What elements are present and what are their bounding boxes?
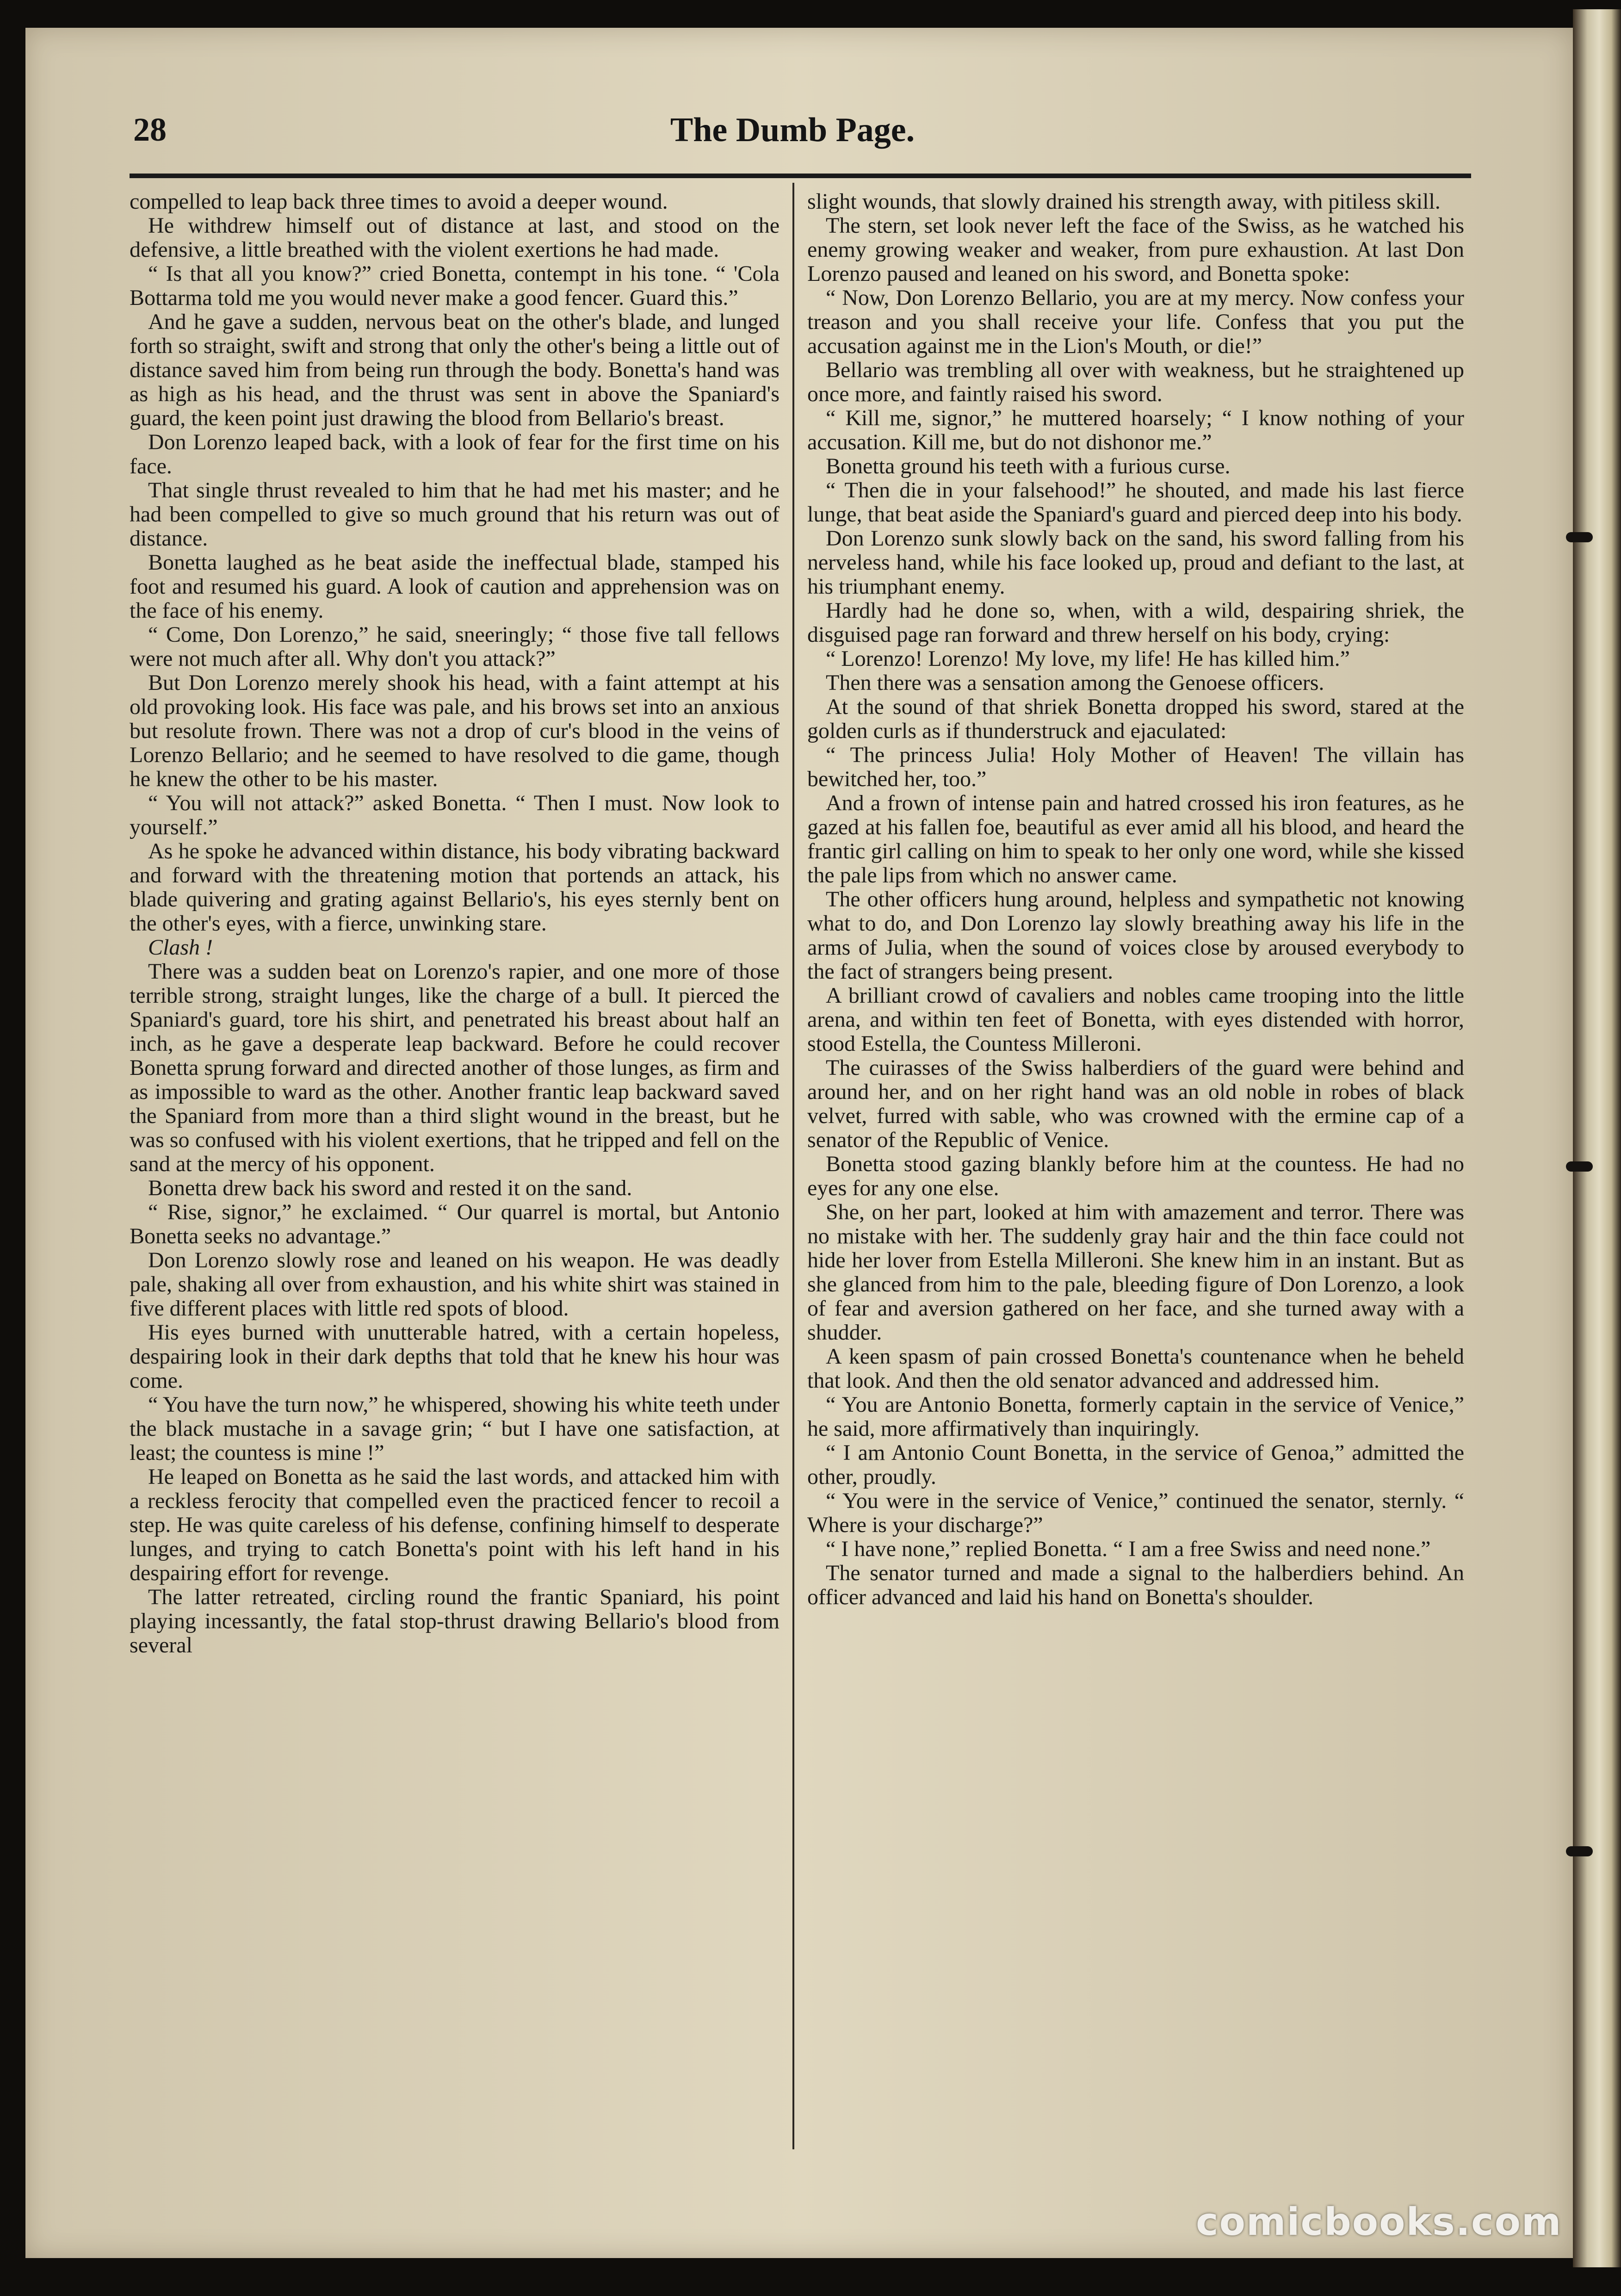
paragraph: Bonetta laughed as he beat aside the ineffectual blade, stamped his foot and resumed his guard. A look of caution and apprehension was on the face of his enemy. — [130, 550, 780, 623]
paragraph: Then there was a sensation among the Genoese officers. — [826, 670, 1324, 695]
paragraph: slight wounds, that slowly drained his strength away, with pitiless skill. — [807, 190, 1441, 214]
paragraph: The cuirasses of the Swiss halberdiers of the guard were behind and around her, and on her right hand was an old noble in robes of black velvet, furred with sable, who was crowned with the ermine cap of a senator of the Republic of Venice. — [807, 1055, 1464, 1152]
column-divider — [792, 183, 794, 2149]
paragraph: The senator turned and made a signal to the halberdiers behind. An officer advanced and laid his hand on Bonetta's shoulder. — [807, 1561, 1464, 1609]
paragraph: But Don Lorenzo merely shook his head, with a faint attempt at his old provoking look. His face was pale, and his brows set into an anxious but resolute frown. There was not a drop of cur's blood in the veins of Lorenzo Bellario; and he seemed to have resolved to die game, though he knew the other to be his master. — [130, 670, 780, 791]
staple — [1566, 532, 1593, 542]
paragraph: compelled to leap back three times to avoid a deeper wound. — [130, 190, 668, 214]
paragraph: Bonetta drew back his sword and rested it on the sand. — [148, 1176, 632, 1200]
paragraph: He leaped on Bonetta as he said the last words, and attacked him with a reckless ferocity that compelled even the practiced fencer to recoil a step. He was quite careless of his defense, confining himself to desperate lunges, and trying to catch Bonetta's point with his left hand in his despairing effort for revenge. — [130, 1464, 780, 1585]
running-title: The Dumb Page. — [670, 111, 915, 149]
paragraph: “ Rise, signor,” he exclaimed. “ Our quarrel is mortal, but Antonio Bonetta seeks no advantage.” — [130, 1200, 780, 1248]
paragraph: A keen spasm of pain crossed Bonetta's countenance when he beheld that look. And then the old senator advanced and addressed him. — [807, 1344, 1464, 1393]
paragraph: He withdrew himself out of distance at last, and stood on the defensive, a little breathed with the violent exertions he had made. — [130, 213, 780, 262]
watermark: comicbooks.com — [1196, 2200, 1562, 2244]
staple — [1566, 1846, 1593, 1856]
paragraph: And he gave a sudden, nervous beat on the other's blade, and lunged forth so straight, swift and strong that only the other's being a little out of distance saved him from being run through the body. Bonetta's hand was as high as his head, and the thrust was sent in above the Spaniard's guard, the keen point just drawing the blood from Bellario's breast. — [130, 310, 780, 430]
paragraph: Clash ! — [148, 935, 213, 960]
paragraph: The other officers hung around, helpless and sympathetic not knowing what to do, and Don Lorenzo lay slowly breathing away his life in the arms of Julia, when the sound of voices close by aroused everybody to the fact of strangers being present. — [807, 887, 1464, 984]
paragraph: “ Lorenzo! Lorenzo! My love, my life! He has killed him.” — [826, 646, 1350, 671]
staple — [1566, 1161, 1593, 1172]
page-number: 28 — [133, 111, 167, 148]
paragraph: “ Kill me, signor,” he muttered hoarsely; “ I know nothing of your accusation. Kill me, but do not dishonor me.” — [807, 406, 1464, 454]
paragraph: That single thrust revealed to him that he had met his master; and he had been compelled to give so much ground that his return was out of distance. — [130, 478, 780, 551]
paragraph: “ I have none,” replied Bonetta. “ I am a free Swiss and need none.” — [826, 1537, 1431, 1561]
paragraph: “ I am Antonio Count Bonetta, in the service of Genoa,” admitted the other, proudly. — [807, 1440, 1464, 1489]
paragraph: At the sound of that shriek Bonetta dropped his sword, stared at the golden curls as if thunderstruck and ejaculated: — [807, 695, 1464, 743]
binding-spine — [1573, 9, 1621, 2267]
paragraph: As he spoke he advanced within distance, his body vibrating backward and forward with the threatening motion that portends an attack, his blade quivering and grating against Bellario's, his eyes sternly bent on the other's eyes, with a fierce, unwinking stare. — [130, 839, 780, 936]
paragraph: And a frown of intense pain and hatred crossed his iron features, as he gazed at his fallen foe, beautiful as ever amid all his blood, and heard the frantic girl calling on him to speak to her only one word, while she kissed the pale lips from which no answer came. — [807, 791, 1464, 887]
left-column — [130, 190, 780, 2152]
paragraph: “ Then die in your falsehood!” he shouted, and made his last fierce lunge, that beat aside the Spaniard's guard and pierced deep into his body. — [807, 478, 1464, 527]
paragraph: Don Lorenzo leaped back, with a look of fear for the first time on his face. — [130, 430, 780, 478]
paragraph: Don Lorenzo slowly rose and leaned on his weapon. He was deadly pale, shaking all over from exhaustion, and his white shirt was stained in five different places with little red spots of blood. — [130, 1248, 780, 1321]
paragraph: Bonetta ground his teeth with a furious curse. — [826, 454, 1231, 478]
paragraph: “ Now, Don Lorenzo Bellario, you are at my mercy. Now confess your treason and you shall receive your life. Confess that you put the accusation against me in the Lion's Mouth, or die!” — [807, 285, 1464, 358]
right-column — [807, 190, 1464, 2152]
paragraph: His eyes burned with unutterable hatred, with a certain hopeless, despairing look in their dark depths that told that he knew his hour was come. — [130, 1320, 780, 1393]
paragraph: Bonetta stood gazing blankly before him at the countess. He had no eyes for any one else. — [807, 1152, 1464, 1200]
paragraph: She, on her part, looked at him with amazement and terror. There was no mistake with her. The suddenly gray hair and the thin face could not hide her lover from Estella Milleroni. She knew him in an instant. But as she glanced from him to the pale, bleeding figure of Don Lorenzo, a look of fear and aversion gathered on her face, and she turned away with a shudder. — [807, 1200, 1464, 1345]
paragraph: “ You will not attack?” asked Bonetta. “ Then I must. Now look to yourself.” — [130, 791, 780, 839]
paragraph: “ You were in the service of Venice,” continued the senator, sternly. “ Where is your discharge?” — [807, 1489, 1464, 1537]
paragraph: The stern, set look never left the face of the Swiss, as he watched his enemy growing weaker and weaker, from pure exhaustion. At last Don Lorenzo paused and leaned on his sword, and Bonetta spoke: — [807, 213, 1464, 286]
paragraph: “ Come, Don Lorenzo,” he said, sneeringly; “ those five tall fellows were not much after all. Why don't you attack?” — [130, 622, 780, 671]
paragraph: “ You are Antonio Bonetta, formerly captain in the service of Venice,” he said, more affirmatively than inquiringly. — [807, 1392, 1464, 1441]
paragraph: Bellario was trembling all over with weakness, but he straightened up once more, and faintly raised his sword. — [807, 358, 1464, 406]
paragraph: There was a sudden beat on Lorenzo's rapier, and one more of those terrible strong, straight lunges, like the charge of a bull. It pierced the Spaniard's guard, tore his shirt, and penetrated his breast about half an inch, as he gave a desperate leap backward. Before he could recover Bonetta sprung forward and directed another of those lunges, as firm and as impossible to ward as the other. Another frantic leap backward saved the Spaniard from more than a third slight wound in the breast, but he was so confused with his violent exertions, that he tripped and fell on the sand at the mercy of his opponent. — [130, 959, 780, 1176]
paragraph: A brilliant crowd of cavaliers and nobles came trooping into the little arena, and within ten feet of Bonetta, with eyes distended with horror, stood Estella, the Countess Milleroni. — [807, 983, 1464, 1056]
page-header — [110, 99, 1475, 169]
paragraph: The latter retreated, circling round the frantic Spaniard, his point playing incessantly, the fatal stop-thrust drawing Bellario's blood from several — [130, 1585, 780, 1657]
paragraph: “ Is that all you know?” cried Bonetta, contempt in his tone. “ 'Cola Bottarma told me you would never make a good fencer. Guard this.” — [130, 261, 780, 310]
paragraph: Hardly had he done so, when, with a wild, despairing shriek, the disguised page ran forward and threw herself on his body, crying: — [807, 598, 1464, 647]
paragraph: “ You have the turn now,” he whispered, showing his white teeth under the black mustache in a savage grin; “ but I have one satisfaction, at least; the countess is mine !” — [130, 1392, 780, 1465]
paragraph: “ The princess Julia! Holy Mother of Heaven! The villain has bewitched her, too.” — [807, 743, 1464, 791]
header-rule — [130, 174, 1471, 178]
paragraph: Don Lorenzo sunk slowly back on the sand, his sword falling from his nerveless hand, while his face looked up, proud and defiant to the last, at his triumphant enemy. — [807, 526, 1464, 599]
